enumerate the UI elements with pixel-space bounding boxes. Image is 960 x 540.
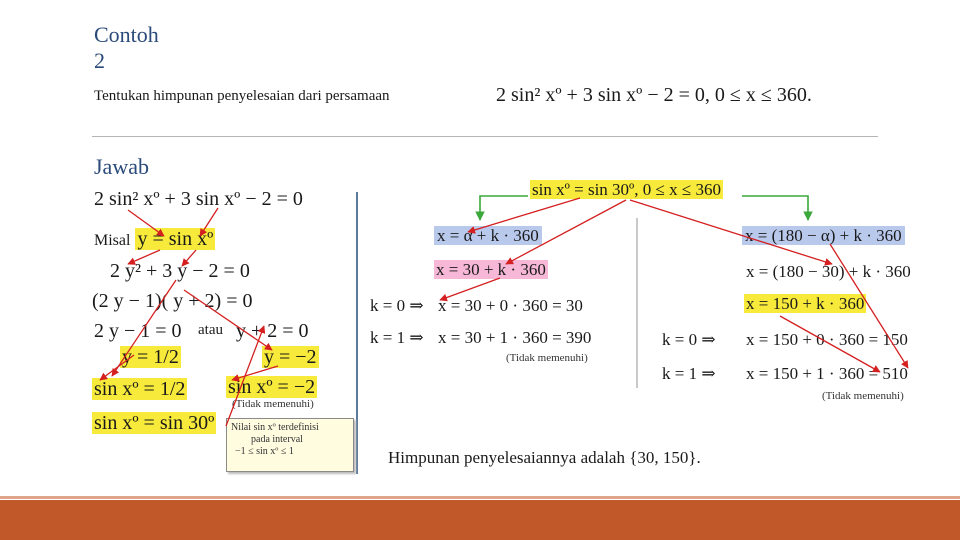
left-eq4a: 2 y − 1 = 0	[94, 320, 182, 342]
bottom-accent-line	[0, 496, 960, 499]
middle-top-eq-text: sin xº = sin 30º, 0 ≤ x ≤ 360	[532, 180, 721, 199]
middle-k1-eq: x = 30 + 1 · 360 = 390	[438, 328, 592, 347]
definition-note	[226, 418, 354, 472]
green-arrow-left	[480, 196, 528, 220]
left-eq7a	[92, 412, 216, 435]
right-gen2	[742, 226, 905, 246]
middle-gen1	[434, 226, 542, 246]
middle-gen1-sub-text: x = 30 + k · 360	[436, 260, 546, 279]
green-arrow-right	[742, 196, 808, 220]
right-gen2-res	[744, 294, 866, 314]
right-k0-label: k = 0 ⇒	[662, 330, 716, 349]
left-eq5b	[262, 346, 319, 369]
left-eq7a-text: sin xº = sin 30º	[94, 412, 215, 434]
left-eq5b-text: y = −2	[264, 346, 317, 368]
answer-title: Jawab	[94, 154, 149, 179]
left-eq5a-text: y = 1/2	[122, 346, 179, 368]
left-eq1	[94, 188, 303, 211]
right-gen2-res-text: x = 150 + k · 360	[746, 294, 865, 313]
bottom-bar	[0, 500, 960, 540]
right-k1-eq: x = 150 + 1 · 360 = 510	[746, 364, 908, 383]
middle-k0-label: k = 0 ⇒	[370, 296, 424, 315]
question-text: Tentukan himpunan penyelesaian dari persamaan	[94, 88, 390, 104]
left-eq5a	[120, 346, 181, 369]
left-eq1-text: 2 sin² xº + 3 sin xº − 2 = 0	[94, 188, 303, 210]
middle-k1-label: k = 1 ⇒	[370, 328, 424, 347]
middle-gen1-text: x = α + k · 360	[434, 226, 542, 245]
left-eq6a	[92, 378, 187, 401]
example-title: Contoh 2	[94, 22, 159, 73]
question-equation: 2 sin² xº + 3 sin xº − 2 = 0, 0 ≤ x ≤ 360.	[496, 84, 812, 106]
left-eq2: 2 y² + 3 y − 2 = 0	[110, 260, 250, 282]
misal-eq: y = sin xº	[137, 228, 214, 250]
left-not-satisfied: (Tidak memenuhi)	[232, 398, 314, 410]
note-line1: Nilai sin xº terdefinisi	[231, 422, 319, 433]
conclusion: Himpunan penyelesaiannya adalah {30, 150}.	[388, 448, 701, 467]
misal-label: Misal	[94, 232, 131, 249]
atau-label: atau	[198, 322, 223, 338]
right-k1-label: k = 1 ⇒	[662, 364, 716, 383]
middle-column-divider	[636, 218, 638, 388]
left-eq6b-text: sin xº = −2	[228, 376, 316, 398]
middle-not-satisfied: (Tidak memenuhi)	[506, 352, 588, 364]
left-eq3: (2 y − 1)( y + 2) = 0	[92, 290, 253, 312]
left-eq4b: y + 2 = 0	[236, 320, 309, 342]
note-line3: −1 ≤ sin xº ≤ 1	[235, 446, 294, 457]
right-k0-eq: x = 150 + 0 · 360 = 150	[746, 330, 908, 349]
middle-k0-eq: x = 30 + 0 · 360 = 30	[438, 296, 583, 315]
right-gen2-text: x = (180 − α) + k · 360	[742, 226, 905, 245]
right-not-satisfied: (Tidak memenuhi)	[822, 390, 904, 402]
note-line2: pada interval	[251, 434, 303, 445]
left-eq6a-text: sin xº = 1/2	[94, 378, 186, 400]
misal-row	[94, 228, 215, 251]
left-column-divider	[356, 192, 358, 474]
right-gen2-sub: x = (180 − 30) + k · 360	[746, 262, 911, 281]
left-eq6b	[226, 376, 317, 399]
middle-gen1-sub	[434, 260, 548, 280]
header-divider	[92, 136, 878, 137]
middle-top-eq	[530, 180, 723, 200]
